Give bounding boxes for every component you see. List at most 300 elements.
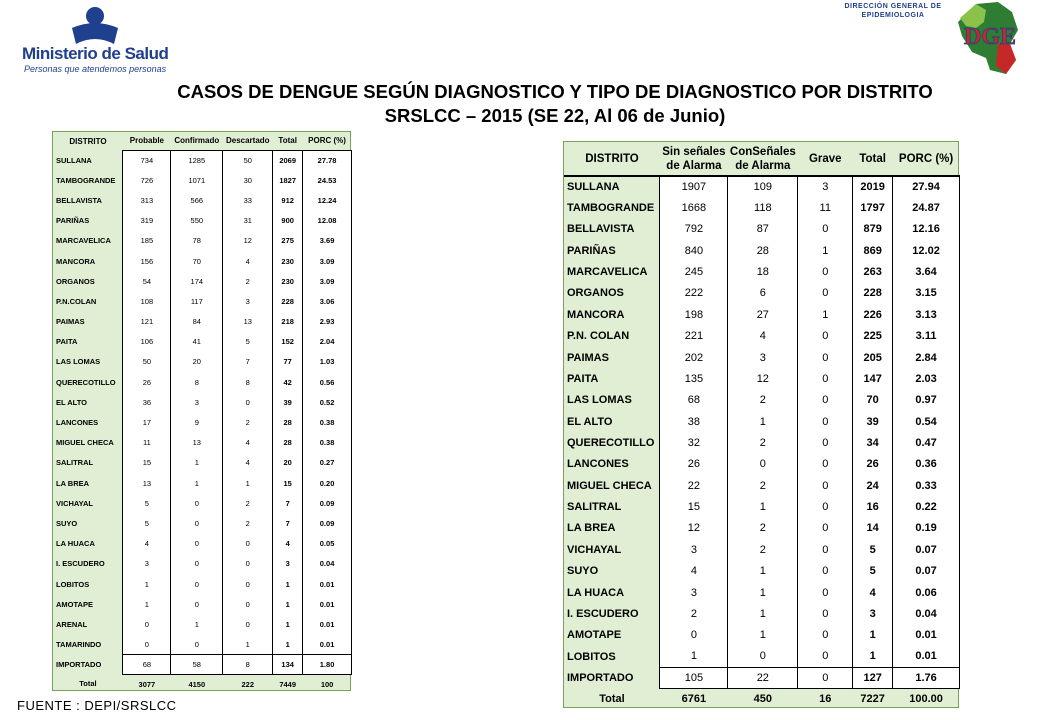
district-name: PAIMAS — [567, 351, 609, 364]
table-row — [53, 614, 352, 634]
table-row — [53, 513, 352, 533]
table-cell: 27.94 — [893, 176, 960, 197]
table-cell: 4 — [223, 453, 273, 473]
total-row — [564, 689, 960, 709]
table-cell: 147 — [853, 368, 893, 389]
table-cell: 230 — [273, 251, 303, 271]
total-cell: 100.00 — [909, 692, 943, 705]
table-cell: 0 — [798, 646, 853, 667]
table-row — [564, 454, 960, 475]
table-cell: 0.01 — [893, 646, 960, 667]
table-cell: 0 — [223, 392, 273, 412]
ministerio-emblem-icon — [70, 4, 120, 46]
table-cell: 4 — [660, 560, 728, 581]
table-cell: 0.47 — [893, 432, 960, 453]
table-cell: 1 — [171, 614, 223, 634]
table-cell: 0 — [798, 560, 853, 581]
table-cell: 0.52 — [303, 392, 352, 412]
table-cell: 8 — [171, 372, 223, 392]
table-row — [564, 261, 960, 282]
table-cell: 50 — [223, 150, 273, 170]
table-row — [564, 304, 960, 325]
table-row — [53, 231, 352, 251]
district-name: MANCORA — [567, 308, 625, 321]
table-cell: 39 — [273, 392, 303, 412]
table-cell: 84 — [171, 312, 223, 332]
table-cell: 8 — [223, 655, 273, 675]
total-cell: 450 — [753, 692, 772, 705]
table-cell: 2.93 — [303, 312, 352, 332]
district-name: LAS LOMAS — [567, 394, 632, 407]
district-name: SULLANA — [56, 155, 92, 165]
table-row — [564, 475, 960, 496]
total-cell: 222 — [241, 679, 255, 689]
column-header: Sin señales de Alarma — [660, 142, 728, 176]
column-header: PORC (%) — [308, 136, 346, 146]
table-cell: 3 — [273, 554, 303, 574]
district-name: BELLAVISTA — [567, 223, 635, 236]
table-cell: 0.01 — [303, 574, 352, 594]
source-note: FUENTE : DEPI/SRSLCC — [17, 698, 177, 713]
column-header: Total — [278, 136, 297, 146]
table-cell: 0 — [171, 513, 223, 533]
table-cell: 4 — [123, 534, 171, 554]
table-cell: 0.33 — [893, 475, 960, 496]
table-cell: 2 — [728, 539, 798, 560]
table-cell: 228 — [853, 283, 893, 304]
table-cell: 0 — [171, 534, 223, 554]
title-line1: CASOS DE DENGUE SEGÚN DIAGNOSTICO Y TIPO DE DIAGNOSTICO POR DISTRITO — [177, 81, 933, 102]
table-cell: 7 — [273, 493, 303, 513]
total-row — [53, 675, 352, 693]
district-name: SUYO — [56, 518, 78, 528]
table-cell: 117 — [171, 291, 223, 311]
table-cell: 15 — [660, 496, 728, 517]
table-cell: 24.87 — [893, 197, 960, 218]
district-name: ARENAL — [56, 619, 88, 629]
district-name: MARCAVELICA — [56, 236, 111, 246]
table-cell: 87 — [728, 219, 798, 240]
table-cell: 33 — [223, 190, 273, 210]
district-name: I. ESCUDERO — [56, 559, 105, 569]
table-cell: 0 — [798, 219, 853, 240]
table-cell: 0 — [798, 347, 853, 368]
district-name: VICHAYAL — [567, 543, 622, 556]
table-cell: 1827 — [273, 170, 303, 190]
table-cell: 36 — [123, 392, 171, 412]
table-cell: 0.04 — [893, 603, 960, 624]
table-cell: 13 — [123, 473, 171, 493]
table-cell: 2 — [660, 603, 728, 624]
table-cell: 1 — [171, 473, 223, 493]
table-row — [53, 473, 352, 493]
table-cell: 50 — [123, 352, 171, 372]
table-cell: 22 — [728, 667, 798, 688]
table-cell: 0 — [728, 454, 798, 475]
table-cell: 20 — [171, 352, 223, 372]
title-line2: SRSLCC – 2015 (SE 22, Al 06 de Junio) — [384, 105, 726, 126]
table-cell: 15 — [123, 453, 171, 473]
table-cell: 1 — [798, 240, 853, 261]
table-row — [564, 411, 960, 432]
table-row — [53, 170, 352, 190]
table-cell: 70 — [171, 251, 223, 271]
table-cell: 1 — [728, 582, 798, 603]
table-cell: 127 — [853, 667, 893, 688]
table-cell: 3.09 — [303, 271, 352, 291]
table-cell: 58 — [171, 655, 223, 675]
table-cell: 0.22 — [893, 496, 960, 517]
table-cell: 4 — [853, 582, 893, 603]
table-cell: 12 — [660, 518, 728, 539]
table-cell: 2069 — [273, 150, 303, 170]
table-cell: 0 — [798, 667, 853, 688]
table-cell: 912 — [273, 190, 303, 210]
table-row — [564, 240, 960, 261]
table-cell: 2.84 — [893, 347, 960, 368]
table-cell: 1 — [123, 574, 171, 594]
district-name: P.N.COLAN — [56, 296, 97, 306]
total-cell: 100 — [320, 679, 334, 689]
table-cell: 185 — [123, 231, 171, 251]
district-name: PAITA — [56, 337, 78, 347]
table-cell: 31 — [223, 211, 273, 231]
table-cell: 8 — [223, 372, 273, 392]
table-cell: 3 — [223, 291, 273, 311]
table-cell: 0.07 — [893, 560, 960, 581]
total-cell: 16 — [819, 692, 832, 705]
table-cell: 0.01 — [303, 614, 352, 634]
table-cell: 0 — [223, 534, 273, 554]
table-cell: 3 — [660, 582, 728, 603]
district-name: LANCONES — [56, 418, 99, 428]
district-name: SALITRAL — [567, 501, 622, 514]
table-cell: 3.06 — [303, 291, 352, 311]
table-cell: 900 — [273, 211, 303, 231]
dge-caption-line1: DIRECCIÓN GENERAL DE — [844, 3, 942, 10]
table-cell: 24 — [853, 475, 893, 496]
table-cell: 1 — [273, 635, 303, 655]
table-cell: 0.09 — [303, 493, 352, 513]
district-name: AMOTAPE — [56, 599, 93, 609]
table-cell: 12.16 — [893, 219, 960, 240]
district-name: ORGANOS — [567, 287, 624, 300]
table-header-row — [564, 142, 960, 176]
table-cell: 9 — [171, 412, 223, 432]
table-row — [564, 197, 960, 218]
table-cell: 0 — [798, 475, 853, 496]
table-cell: 230 — [273, 271, 303, 291]
table-cell: 3.69 — [303, 231, 352, 251]
table-cell: 34 — [853, 432, 893, 453]
district-name: I. ESCUDERO — [567, 607, 639, 620]
table-cell: 0 — [171, 635, 223, 655]
table-cell: 263 — [853, 261, 893, 282]
table-cell: 134 — [273, 655, 303, 675]
table-cell: 0 — [798, 603, 853, 624]
table-row — [53, 372, 352, 392]
table-cell: 0 — [798, 390, 853, 411]
table-cell: 0.36 — [893, 454, 960, 475]
district-name: LANCONES — [567, 458, 629, 471]
table-row — [564, 219, 960, 240]
table-row — [564, 432, 960, 453]
table-cell: 68 — [660, 390, 728, 411]
table-cell: 198 — [660, 304, 728, 325]
table-cell: 0.01 — [893, 625, 960, 646]
table-cell: 152 — [273, 332, 303, 352]
table-tipo-diagnostico — [563, 141, 959, 708]
district-name: P.N. COLAN — [567, 330, 630, 343]
table-cell: 879 — [853, 219, 893, 240]
table-cell: 3 — [123, 554, 171, 574]
table-cell: 3 — [728, 347, 798, 368]
table-cell: 0.05 — [303, 534, 352, 554]
table-cell: 1.03 — [303, 352, 352, 372]
table-cell: 28 — [728, 240, 798, 261]
table-cell: 1 — [853, 625, 893, 646]
table-cell: 1797 — [853, 197, 893, 218]
table-row — [53, 554, 352, 574]
table-cell: 1907 — [660, 176, 728, 197]
table-cell: 156 — [123, 251, 171, 271]
district-name: TAMBOGRANDE — [56, 175, 116, 185]
column-header: Descartado — [225, 136, 270, 146]
district-name: EL ALTO — [56, 397, 87, 407]
district-name: TAMBOGRANDE — [567, 202, 655, 215]
table-cell: 26 — [123, 372, 171, 392]
table-cell: 42 — [273, 372, 303, 392]
table-cell: 0 — [798, 411, 853, 432]
district-name: MIGUEL CHECA — [567, 479, 652, 492]
table-row — [53, 635, 352, 655]
table-cell: 39 — [853, 411, 893, 432]
table-cell: 3 — [660, 539, 728, 560]
table-cell: 0.20 — [303, 473, 352, 493]
table-cell: 0 — [798, 326, 853, 347]
table-cell: 3 — [171, 392, 223, 412]
table-cell: 1 — [853, 646, 893, 667]
table-cell: 1071 — [171, 170, 223, 190]
table-cell: 2 — [223, 493, 273, 513]
table-cell: 2 — [728, 475, 798, 496]
page-title — [60, 80, 1040, 128]
table-cell: 78 — [171, 231, 223, 251]
table-cell: 41 — [171, 332, 223, 352]
table-row — [53, 574, 352, 594]
district-name: AMOTAPE — [567, 629, 622, 642]
table-cell: 734 — [123, 150, 171, 170]
table-row — [53, 453, 352, 473]
table-row — [53, 433, 352, 453]
column-header: PORC (%) — [893, 142, 960, 176]
table-cell: 54 — [123, 271, 171, 291]
table-row — [564, 560, 960, 581]
table-cell: 4 — [223, 251, 273, 271]
table-cell: 0 — [171, 554, 223, 574]
table-cell: 1 — [123, 594, 171, 614]
district-name: PARIÑAS — [567, 244, 616, 257]
table-cell: 68 — [123, 655, 171, 675]
table-cell: 109 — [728, 176, 798, 197]
table-header-row — [53, 132, 352, 150]
district-name: LA BREA — [567, 522, 616, 535]
ministry-name: Ministerio de Salud — [22, 44, 169, 63]
table-cell: 24.53 — [303, 170, 352, 190]
district-name: BELLAVISTA — [56, 195, 102, 205]
table-cell: 12.02 — [893, 240, 960, 261]
table-row — [53, 412, 352, 432]
table-cell: 245 — [660, 261, 728, 282]
table-cell: 1668 — [660, 197, 728, 218]
table-cell: 12.24 — [303, 190, 352, 210]
total-cell: 7227 — [860, 692, 885, 705]
table-cell: 0.97 — [893, 390, 960, 411]
table-cell: 792 — [660, 219, 728, 240]
table-cell: 550 — [171, 211, 223, 231]
table-cell: 2 — [728, 518, 798, 539]
table-row — [564, 518, 960, 539]
table-row — [53, 392, 352, 412]
table-cell: 840 — [660, 240, 728, 261]
table-cell: 77 — [273, 352, 303, 372]
table-cell: 17 — [123, 412, 171, 432]
table-cell: 18 — [728, 261, 798, 282]
table-cell: 11 — [798, 197, 853, 218]
table-cell: 2 — [223, 513, 273, 533]
table-row — [53, 211, 352, 231]
district-name: LA BREA — [56, 478, 90, 488]
column-header: Grave — [798, 142, 853, 176]
table-cell: 2.03 — [893, 368, 960, 389]
table-cell: 4 — [728, 326, 798, 347]
table-row — [564, 326, 960, 347]
table-cell: 221 — [660, 326, 728, 347]
table-cell: 0 — [798, 518, 853, 539]
table-cell: 28 — [273, 412, 303, 432]
total-cell: 4150 — [188, 679, 206, 689]
table-cell: 0 — [171, 574, 223, 594]
table-cell: 38 — [660, 411, 728, 432]
district-name: QUERECOTILLO — [567, 436, 655, 449]
table-cell: 0 — [171, 594, 223, 614]
district-name: IMPORTADO — [56, 660, 102, 670]
table-cell: 13 — [171, 433, 223, 453]
table-cell: 12 — [223, 231, 273, 251]
table-cell: 14 — [853, 518, 893, 539]
total-cell: 6761 — [681, 692, 707, 705]
table-row — [53, 493, 352, 513]
table-cell: 135 — [660, 368, 728, 389]
table-cell: 118 — [728, 197, 798, 218]
table-row — [53, 271, 352, 291]
table-row — [564, 646, 960, 667]
table-cell: 2 — [728, 390, 798, 411]
district-name: ORGANOS — [56, 276, 95, 286]
ministry-tagline: Personas que atendemos personas — [24, 64, 167, 74]
ministerio-logo — [20, 4, 170, 76]
table-cell: 1 — [223, 635, 273, 655]
table-row — [564, 625, 960, 646]
table-cell: 7 — [223, 352, 273, 372]
table-cell: 27.78 — [303, 150, 352, 170]
table-cell: 0 — [223, 554, 273, 574]
table-cell: 1 — [728, 411, 798, 432]
table-cell: 6 — [728, 283, 798, 304]
table-cell: 726 — [123, 170, 171, 190]
column-header: DISTRITO — [564, 142, 660, 176]
table-cell: 0.07 — [893, 539, 960, 560]
table-cell: 313 — [123, 190, 171, 210]
table-cell: 0.09 — [303, 513, 352, 533]
table-cell: 0.56 — [303, 372, 352, 392]
table-cell: 1 — [728, 603, 798, 624]
table-cell: 3.13 — [893, 304, 960, 325]
district-name: SUYO — [567, 565, 599, 578]
table-cell: 1285 — [171, 150, 223, 170]
column-header: Probable — [129, 136, 164, 146]
table-cell: 0.06 — [893, 582, 960, 603]
table-cell: 1 — [728, 560, 798, 581]
table-cell: 30 — [223, 170, 273, 190]
table-cell: 1 — [223, 473, 273, 493]
table-cell: 1 — [728, 625, 798, 646]
district-name: MIGUEL CHECA — [56, 438, 114, 448]
table-cell: 0 — [798, 496, 853, 517]
table-row — [564, 368, 960, 389]
table-cell: 869 — [853, 240, 893, 261]
column-header: ConSeñales de Alarma — [728, 142, 798, 176]
table-cell: 16 — [853, 496, 893, 517]
dge-caption — [820, 2, 966, 20]
district-name: SALITRAL — [56, 458, 94, 468]
table-cell: 0.01 — [303, 594, 352, 614]
table-cell: 121 — [123, 312, 171, 332]
table-cell: 5 — [853, 560, 893, 581]
dge-logo-letters: DGE — [964, 24, 1017, 50]
total-label: Total — [79, 679, 97, 689]
table-row — [564, 603, 960, 624]
table-row — [564, 283, 960, 304]
table-cell: 0 — [660, 625, 728, 646]
table-cell: 222 — [660, 283, 728, 304]
table-row — [53, 594, 352, 614]
total-label: Total — [599, 692, 625, 705]
table-cell: 319 — [123, 211, 171, 231]
table-row — [53, 291, 352, 311]
table-row — [53, 534, 352, 554]
table-cell: 1 — [798, 304, 853, 325]
table-cell: 0 — [123, 614, 171, 634]
table-row — [564, 667, 960, 688]
table-cell: 12.08 — [303, 211, 352, 231]
table-row — [564, 176, 960, 197]
table-cell: 1 — [273, 574, 303, 594]
table-row — [53, 251, 352, 271]
district-name: MARCAVELICA — [567, 266, 648, 279]
table-cell: 0 — [798, 283, 853, 304]
table-cell: 225 — [853, 326, 893, 347]
table-cell: 0 — [798, 582, 853, 603]
table-cell: 106 — [123, 332, 171, 352]
table-cell: 26 — [660, 454, 728, 475]
table-cell: 0 — [223, 574, 273, 594]
table-cell: 1 — [660, 646, 728, 667]
table-cell: 3.09 — [303, 251, 352, 271]
total-cell: 3077 — [138, 679, 156, 689]
table-cell: 174 — [171, 271, 223, 291]
table-cell: 275 — [273, 231, 303, 251]
